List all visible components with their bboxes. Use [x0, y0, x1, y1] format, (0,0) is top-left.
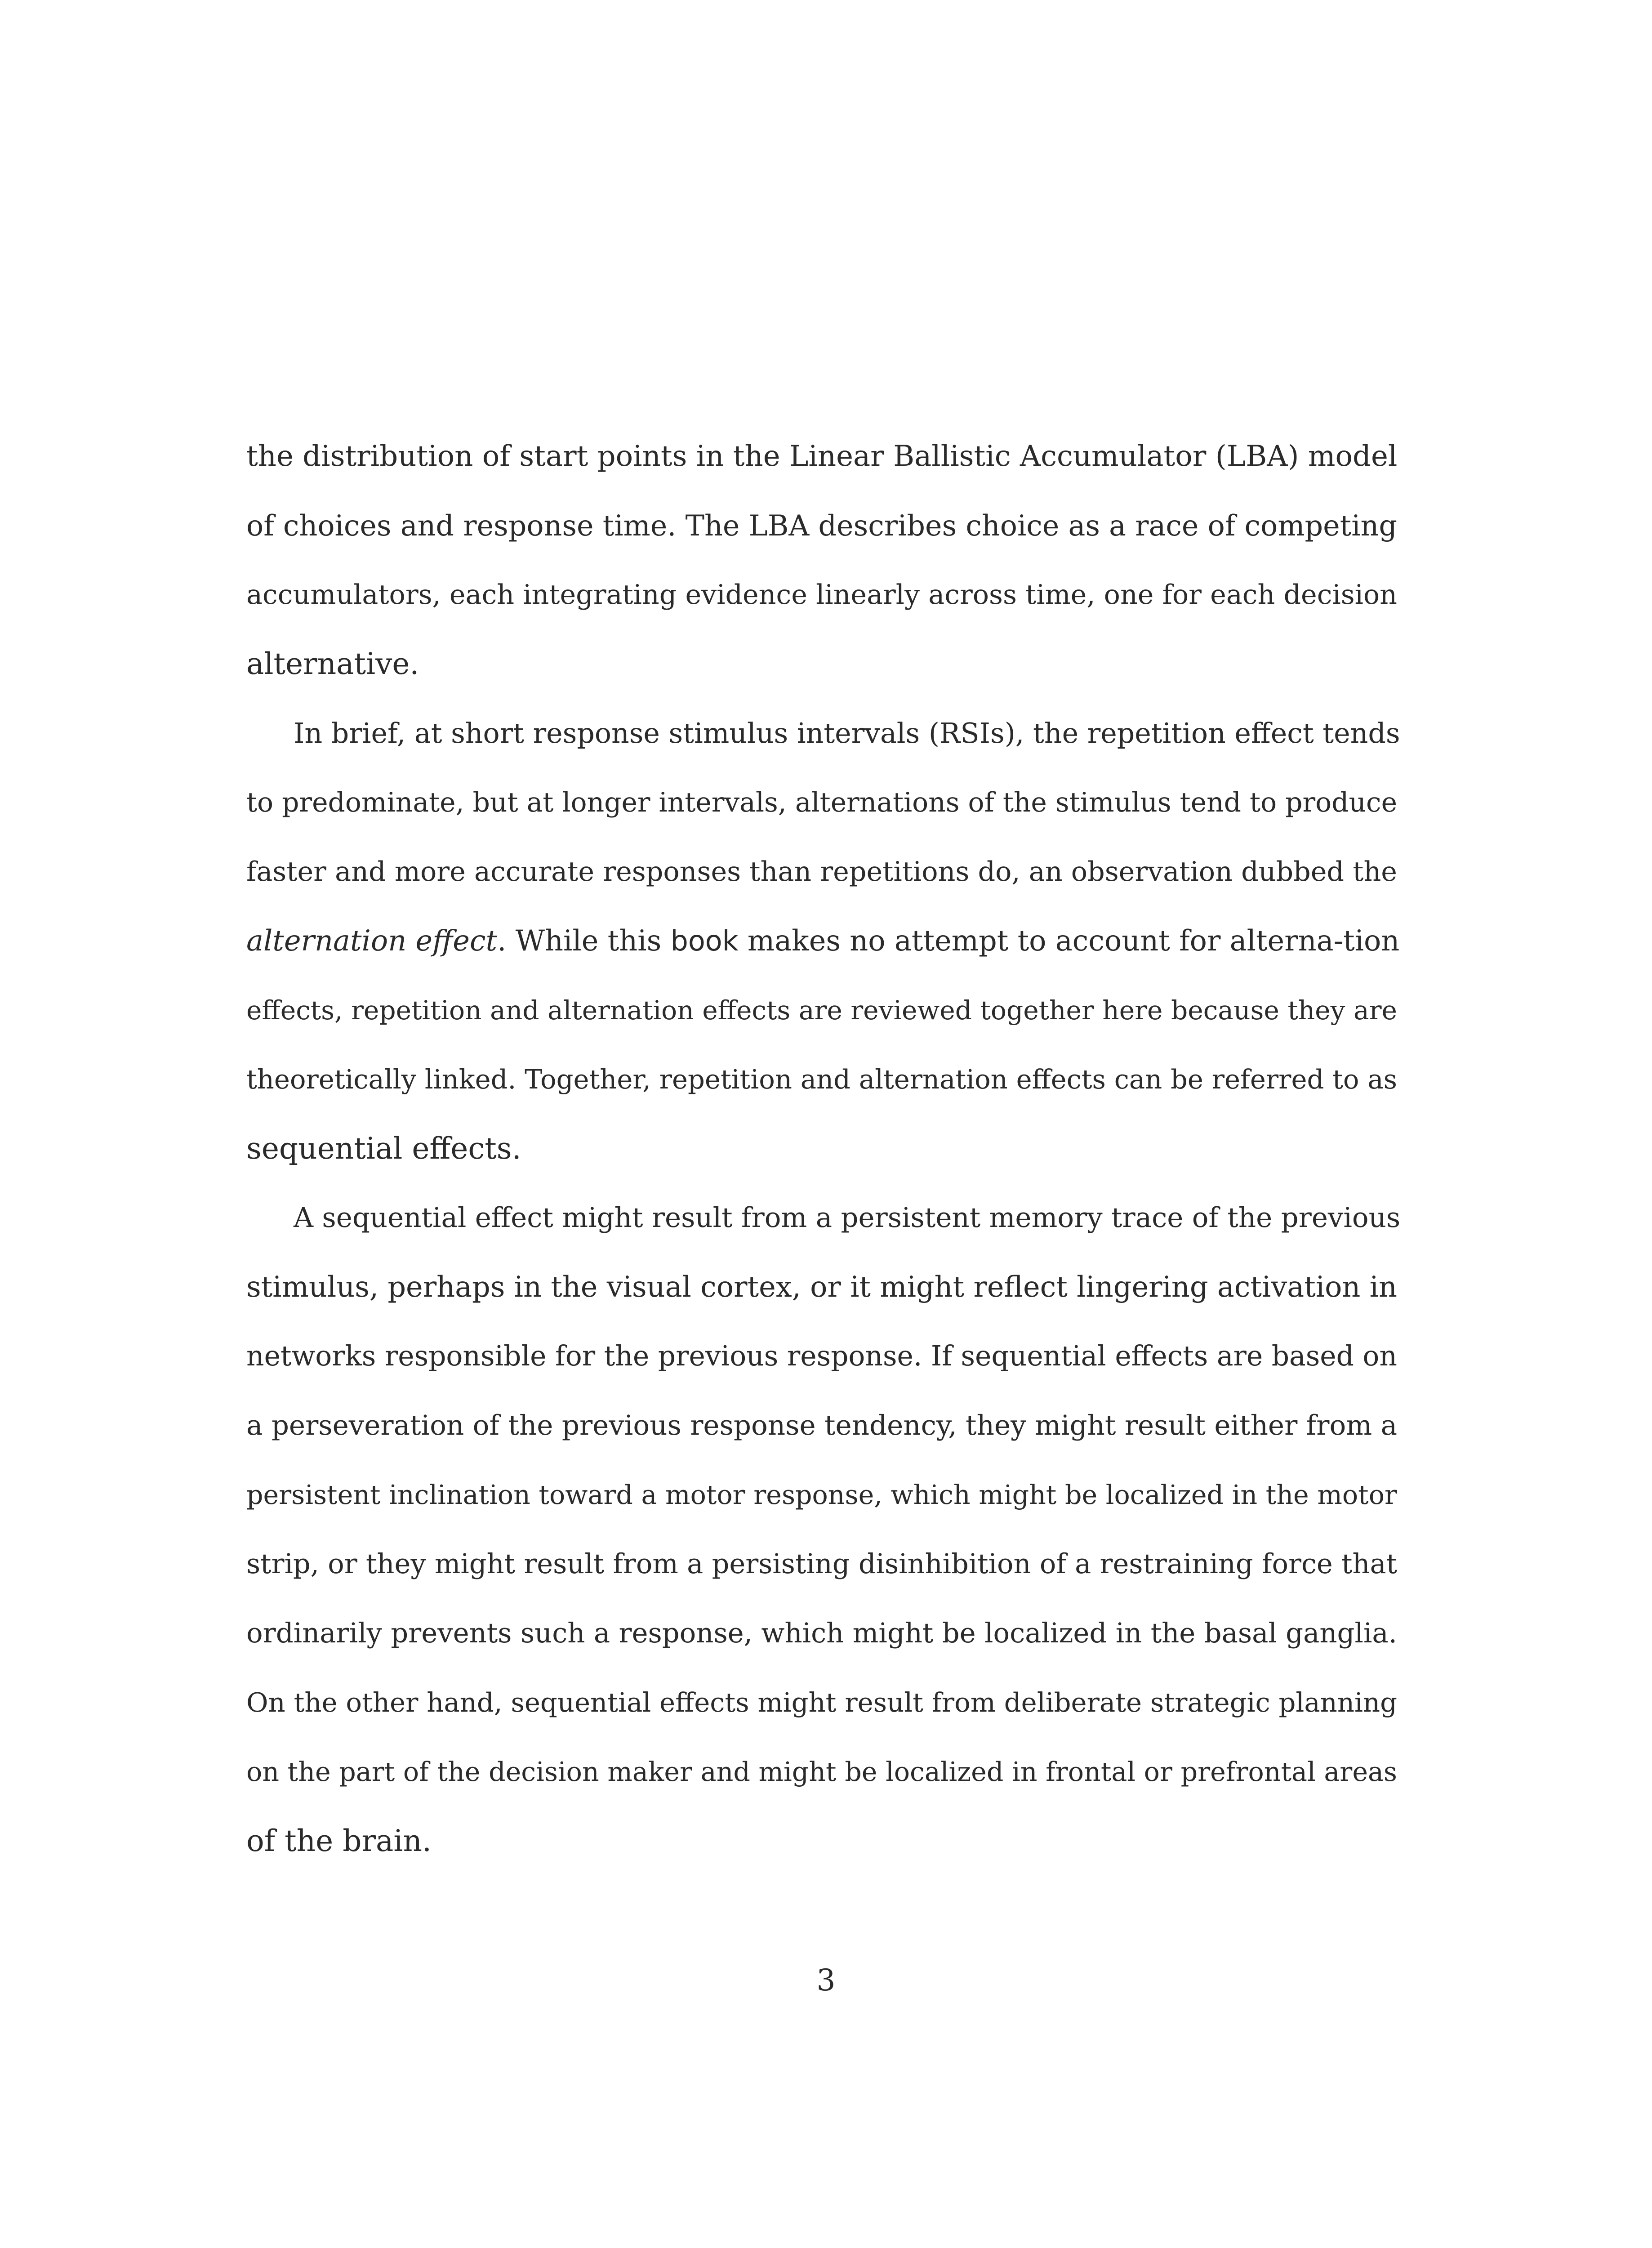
text-line: sequential effects.: [246, 1131, 521, 1166]
text-line: [246, 906, 1400, 976]
text-line: to predominate, but at longer intervals, alternations of the stimulus tend to produce: [246, 787, 1397, 818]
text-line: persistent inclination toward a motor response, which might be localized in the motor: [246, 1480, 1397, 1510]
text-run: . While this: [497, 924, 671, 958]
text-line: In brief, at short response stimulus intervals (RSIs), the repetition effect tends: [294, 717, 1400, 749]
text-line: networks responsible for the previous response. If sequential effects are based on: [246, 1340, 1397, 1372]
text-line: ordinarily prevents such a response, which might be localized in the basal ganglia.: [246, 1618, 1397, 1649]
text-line: theoretically linked. Together, repetition and alternation effects can be referred to as: [246, 1064, 1397, 1095]
text-line: faster and more accurate responses than repetitions do, an observation dubbed the: [246, 856, 1397, 888]
text-line: a perseveration of the previous response tendency, they might result either from a: [246, 1409, 1398, 1441]
body-text: [246, 422, 1401, 1876]
text-line: A sequential effect might result from a persistent memory trace of the previous: [294, 1202, 1401, 1234]
text-line: of the brain.: [246, 1824, 432, 1858]
text-line: effects, repetition and alternation effects are reviewed together here because they are: [246, 995, 1397, 1026]
text-line: the distribution of start points in the Linear Ballistic Accumulator (LBA) model: [246, 440, 1398, 473]
text-line: On the other hand, sequential effects might result from deliberate strategic planning: [246, 1687, 1397, 1718]
text-line: strip, or they might result from a persisting disinhibition of a restraining force that: [246, 1548, 1397, 1580]
text-line: stimulus, perhaps in the visual cortex, or it might reflect lingering activation in: [246, 1271, 1397, 1304]
emphasis-term: alternation effect: [246, 924, 498, 958]
text-line: of choices and response time. The LBA describes choice as a race of competing: [246, 509, 1397, 542]
text-line: alternative.: [246, 647, 419, 681]
text-line: on the part of the decision maker and might be localized in frontal or prefrontal areas: [246, 1757, 1397, 1787]
text-run: makes no attempt to account for alterna-tion: [738, 924, 1400, 958]
text-line: accumulators, each integrating evidence linearly across time, one for each decision: [246, 579, 1397, 611]
inline-term: book: [670, 924, 739, 957]
page-number: 3: [816, 1963, 836, 1998]
